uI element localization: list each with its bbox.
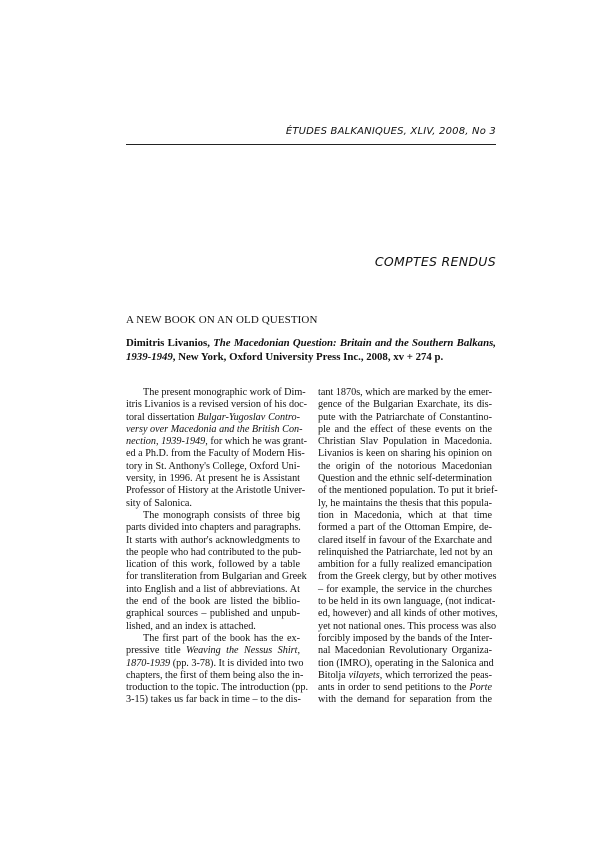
left-text-column [126, 387, 309, 707]
text-line: for transliteration from Bulgarian and Greek [126, 571, 307, 583]
text-line [318, 670, 492, 682]
text-line: Christian Slav Population in Macedonia. [318, 436, 492, 448]
text-line: The first part of the book has the ex- [143, 632, 300, 644]
book-title: The Macedonian Question: Britain and the Southern Balkans, 1939-1949 [126, 337, 496, 363]
text-line: gence of the Bulgarian Exarchate, its dis- [318, 399, 492, 411]
text-line: forcibly imposed by the bands of the Inter- [318, 632, 493, 644]
text-line: ed, however) and all kinds of other motives, [318, 608, 498, 620]
text-run: (pp. 3-78). It is divided into two [170, 657, 304, 669]
text-line: tory in St. Anthony's College, Oxford Uni- [126, 460, 300, 472]
text-line: to be held in its own language, (not indicat- [318, 596, 496, 608]
text-line: tant 1870s, which are marked by the emer- [318, 387, 493, 398]
text-run: Bitolja [318, 669, 349, 681]
text-line: Professor of History at the Aristotle Univer- [126, 485, 306, 497]
text-line: into English and a list of abbreviations. At [126, 583, 300, 595]
text-run: pressive title [126, 645, 187, 657]
text-run: , for which he was grant- [205, 436, 308, 448]
text-line: 3-15) takes us far back in time – to the dis- [126, 694, 301, 706]
text-line: the people who had contributed to the pub- [126, 546, 302, 558]
book-publication: , New York, Oxford University Press Inc., 2008, xv + 274 p. [172, 351, 444, 363]
italic-run: versy over Macedonia and the British Con- [126, 423, 303, 435]
section-title: COMPTES RENDUS [374, 254, 496, 269]
right-text-column [318, 387, 498, 707]
text-line: relinquished the Patriarchate, led not by an [318, 546, 493, 558]
text-line: Question and the ethnic self-determination [318, 473, 492, 485]
text-line: ly, he maintains the thesis that this popula- [318, 497, 492, 509]
book-author: Dimitris Livanios, [126, 337, 210, 349]
text-line: of the mentioned population. To put it brief- [318, 485, 498, 497]
italic-run: Bulgar-Yugoslav Contro- [197, 411, 301, 423]
header-rule [126, 144, 496, 145]
text-line: troduction to the topic. The introduction (pp. [126, 682, 309, 694]
text-line: The monograph consists of three big [143, 509, 300, 521]
text-line: – for example, the service in the churches [318, 583, 492, 595]
text-line: ple and the effect of these events on the [318, 423, 492, 435]
text-line: sity of Salonica. [126, 497, 192, 509]
text-run: ants in order to send petitions to the [318, 682, 470, 694]
italic-run: Porte [469, 682, 492, 694]
text-line: tion in Macedonia, which at that time [318, 509, 492, 521]
text-run: , which terrorized the peas- [379, 669, 493, 681]
text-line: nal Macedonian Revolutionary Organiza- [318, 645, 492, 657]
text-line: graphical sources – published and unpub- [126, 608, 300, 620]
article-title: A NEW BOOK ON AN OLD QUESTION [126, 314, 318, 326]
text-line: parts divided into chapters and paragraphs. [126, 522, 301, 534]
book-reference [126, 336, 496, 364]
running-header: ÉTUDES BALKANIQUES, XLIV, 2008, No 3 [285, 126, 496, 137]
text-line: the end of the book are listed the biblio- [126, 596, 300, 608]
text-line: lished, and an index is attached. [126, 620, 256, 632]
text-line [126, 412, 300, 424]
text-line: pute with the Patriarchate of Constantino- [318, 411, 492, 423]
text-line: ambition for a fully realized emancipation [318, 559, 492, 571]
text-line: versity, in 1996. At present he is Assistant [126, 473, 300, 485]
text-line: the origin of the notorious Macedonian [318, 460, 492, 472]
text-line [126, 423, 303, 436]
italic-run: Weaving the Nessus Shirt, [186, 645, 300, 657]
text-line: itris Livanios is a revised version of his doc- [126, 399, 308, 411]
text-line: clared itself in favour of the Exarchate and [318, 534, 492, 546]
text-line: lication of this work, followed by a table [126, 559, 300, 571]
text-line: ed a Ph.D. from the Faculty of Modern His- [126, 448, 305, 460]
text-line: with the demand for separation from the [318, 694, 492, 706]
text-line: The present monographic work of Dim- [143, 387, 306, 398]
text-line: Livanios is keen on sharing his opinion on [318, 448, 492, 460]
text-line [126, 645, 300, 657]
text-line [126, 657, 304, 670]
italic-run: vilayets [348, 669, 380, 681]
text-line: tion (IMRO), operating in the Salonica and [318, 657, 494, 669]
text-line [318, 682, 492, 694]
text-line: yet not national ones. This process was also [318, 620, 497, 632]
text-line: chapters, the first of them being also the in- [126, 669, 304, 681]
text-line: from the Greek clergy, but by other motives [318, 571, 497, 583]
text-line: It starts with author's acknowledgments to [126, 534, 300, 546]
text-run: toral dissertation [126, 411, 198, 423]
text-line: formed a part of the Ottoman Empire, de- [318, 522, 492, 534]
italic-run: nection, 1939-1949 [126, 436, 206, 448]
italic-run: 1870-1939 [126, 657, 171, 669]
text-line [126, 436, 308, 448]
